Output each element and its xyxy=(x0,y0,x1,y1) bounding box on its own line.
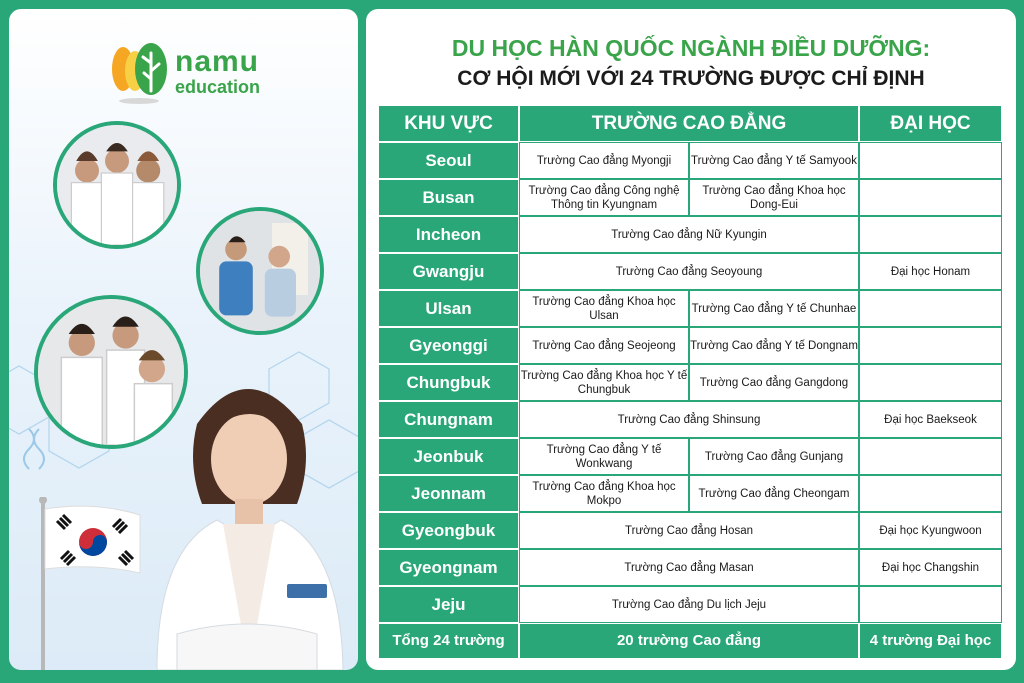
region-cell: Gwangju xyxy=(378,253,519,290)
doctor-portrait xyxy=(137,354,358,670)
table-row xyxy=(378,364,1002,401)
college-cell: Trường Cao đẳng Y tế Dongnam xyxy=(689,327,859,364)
table-row xyxy=(378,512,1002,549)
university-cell xyxy=(859,364,1002,401)
university-cell xyxy=(859,586,1002,623)
college-cell: Trường Cao đẳng Y tế Wonkwang xyxy=(519,438,689,475)
region-cell: Incheon xyxy=(378,216,519,253)
college-cell: Trường Cao đẳng Nữ Kyungin xyxy=(519,216,859,253)
university-cell xyxy=(859,327,1002,364)
college-cell: Trường Cao đẳng Shinsung xyxy=(519,401,859,438)
college-cell: Trường Cao đẳng Y tế Chunhae xyxy=(689,290,859,327)
table-total-row xyxy=(378,623,1002,659)
college-cell: Trường Cao đẳng Seojeong xyxy=(519,327,689,364)
table-row xyxy=(378,179,1002,216)
region-cell: Jeonnam xyxy=(378,475,519,512)
region-cell: Chungbuk xyxy=(378,364,519,401)
total-colleges: 20 trường Cao đẳng xyxy=(519,623,859,659)
table-row xyxy=(378,290,1002,327)
college-cell: Trường Cao đẳng Khoa học Dong-Eui xyxy=(689,179,859,216)
table-row xyxy=(378,142,1002,179)
region-cell: Gyeonggi xyxy=(378,327,519,364)
table-row xyxy=(378,438,1002,475)
college-cell: Trường Cao đẳng Masan xyxy=(519,549,859,586)
table-header-row xyxy=(378,105,1002,142)
college-cell: Trường Cao đẳng Khoa học Mokpo xyxy=(519,475,689,512)
logo-wordmark: namu xyxy=(175,45,260,78)
university-cell xyxy=(859,179,1002,216)
region-cell: Seoul xyxy=(378,142,519,179)
university-cell xyxy=(859,290,1002,327)
table-row xyxy=(378,475,1002,512)
university-cell xyxy=(859,438,1002,475)
header-university: ĐẠI HỌC xyxy=(859,105,1002,142)
doctors-photo-1 xyxy=(53,121,181,249)
page-title-line1: DU HỌC HÀN QUỐC NGÀNH ĐIỀU DƯỠNG: xyxy=(451,35,931,61)
college-cell: Trường Cao đẳng Hosan xyxy=(519,512,859,549)
total-label: Tổng 24 trường xyxy=(378,623,519,659)
header-colleges: TRƯỜNG CAO ĐẲNG xyxy=(519,105,859,142)
college-cell: Trường Cao đẳng Seoyoung xyxy=(519,253,859,290)
college-cell: Trường Cao đẳng Cheongam xyxy=(689,475,859,512)
college-cell: Trường Cao đẳng Khoa học Y tế Chungbuk xyxy=(519,364,689,401)
university-cell: Đại học Baekseok xyxy=(859,401,1002,438)
schools-table xyxy=(378,105,1002,659)
university-cell xyxy=(859,216,1002,253)
region-cell: Ulsan xyxy=(378,290,519,327)
college-cell: Trường Cao đẳng Y tế Samyook xyxy=(689,142,859,179)
region-cell: Chungnam xyxy=(378,401,519,438)
university-cell xyxy=(859,142,1002,179)
header-region: KHU VỰC xyxy=(378,105,519,142)
university-cell: Đại học Kyungwoon xyxy=(859,512,1002,549)
table-row xyxy=(378,253,1002,290)
doctor-patient-photo xyxy=(196,207,324,335)
region-cell: Gyeongnam xyxy=(378,549,519,586)
logo-subtext: education xyxy=(175,77,261,97)
university-cell xyxy=(859,475,1002,512)
region-cell: Jeju xyxy=(378,586,519,623)
table-row xyxy=(378,586,1002,623)
region-cell: Gyeongbuk xyxy=(378,512,519,549)
region-cell: Busan xyxy=(378,179,519,216)
college-cell: Trường Cao đẳng Công nghệ Thông tin Kyungnam xyxy=(519,179,689,216)
tree-logo-icon xyxy=(109,39,169,105)
left-promo-panel xyxy=(9,9,358,670)
college-cell: Trường Cao đẳng Gangdong xyxy=(689,364,859,401)
south-korea-flag xyxy=(31,497,151,670)
total-universities: 4 trường Đại học xyxy=(859,623,1002,659)
college-cell: Trường Cao đẳng Gunjang xyxy=(689,438,859,475)
table-row xyxy=(378,216,1002,253)
region-cell: Jeonbuk xyxy=(378,438,519,475)
namu-education-logo xyxy=(109,39,289,109)
table-row xyxy=(378,327,1002,364)
college-cell: Trường Cao đẳng Myongji xyxy=(519,142,689,179)
page-title-line2: CƠ HỘI MỚI VỚI 24 TRƯỜNG ĐƯỢC CHỈ ĐỊNH xyxy=(457,67,925,90)
university-cell: Đại học Changshin xyxy=(859,549,1002,586)
college-cell: Trường Cao đẳng Khoa học Ulsan xyxy=(519,290,689,327)
college-cell: Trường Cao đẳng Du lịch Jeju xyxy=(519,586,859,623)
university-cell: Đại học Honam xyxy=(859,253,1002,290)
table-row xyxy=(378,401,1002,438)
right-content-panel xyxy=(366,9,1016,670)
table-row xyxy=(378,549,1002,586)
